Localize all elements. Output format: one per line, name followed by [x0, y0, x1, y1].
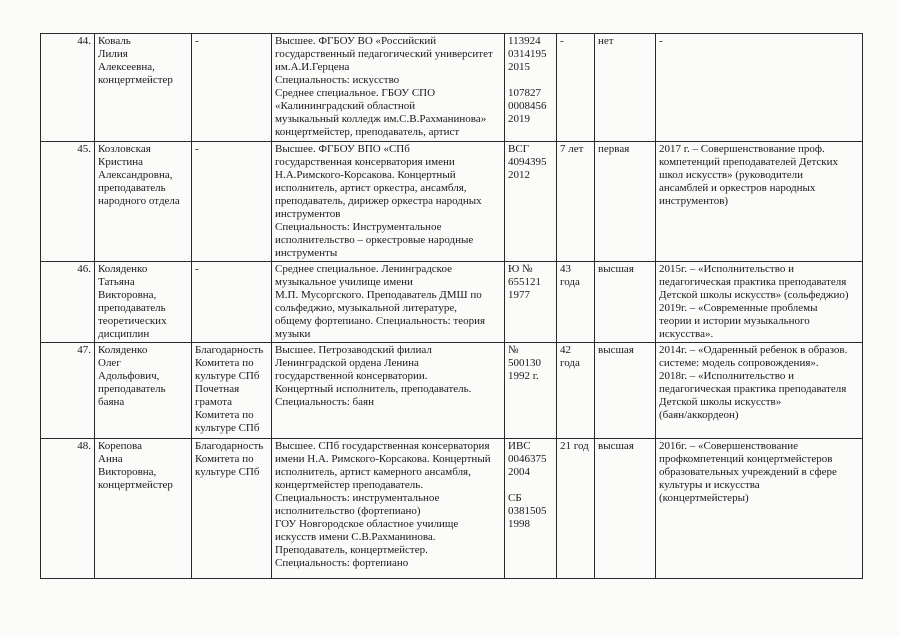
employee-name-line: Коляденко — [98, 263, 148, 275]
employee-name-line: преподаватель — [98, 182, 166, 194]
employee-education-line: музыкальный колледж им.С.В.Рахманинова» — [275, 113, 487, 125]
employee-education-line: Специальность: баян — [275, 396, 374, 408]
employee-awards-line: культуре СПб — [195, 466, 260, 478]
employee-awards-line: Почетная — [195, 383, 240, 395]
employee-awards-line: культуре СПб — [195, 370, 260, 382]
employee-name-line: Козловская — [98, 143, 151, 155]
employee-education-line: исполнитель, артист камерного ансамбля, — [275, 466, 471, 478]
employee-awards-cell — [192, 343, 272, 439]
employee-awards-cell — [192, 439, 272, 579]
employee-name-line: преподаватель — [98, 383, 166, 395]
employee-name-line: Кристина — [98, 156, 144, 168]
work-experience-line: - — [560, 35, 564, 47]
diploma-number-line: 0008456 — [508, 100, 547, 112]
diploma-number-line: 1992 г. — [508, 370, 539, 382]
qualification-category-cell — [595, 343, 656, 439]
diploma-number-line: 0381505 — [508, 505, 547, 517]
work-experience-line: 42 — [560, 344, 571, 356]
employee-education-line: инструментов — [275, 208, 341, 220]
row-number-cell — [41, 343, 95, 439]
work-experience-cell — [557, 142, 595, 262]
row-number-cell — [41, 34, 95, 142]
employee-education-line: ГОУ Новгородское областное училище — [275, 518, 459, 530]
professional-training-line: культуры и искусства — [659, 479, 760, 491]
employee-education-line: Среднее специальное. ГБОУ СПО — [275, 87, 436, 99]
staff-table-body — [41, 34, 863, 579]
employee-awards-line: грамота — [195, 396, 233, 408]
employee-education-line: преподаватель, дирижер оркестра народных — [275, 195, 482, 207]
employee-education-line: сольфеджио, музыкальной литературе, — [275, 302, 458, 314]
diploma-number-line: ВСГ — [508, 143, 530, 155]
employee-name-line: Адольфович, — [98, 370, 160, 382]
diploma-number-line — [508, 74, 553, 87]
employee-name-line: преподаватель — [98, 302, 166, 314]
employee-education-line: имени Н.А. Римского-Корсакова. Концертный — [275, 453, 491, 465]
employee-education-line: М.П. Мусоргского. Преподаватель ДМШ по — [275, 289, 482, 301]
employee-awards-line: Комитета по — [195, 357, 254, 369]
professional-training-cell — [656, 262, 863, 343]
employee-name-line: Олег — [98, 357, 121, 369]
diploma-number-cell — [505, 439, 557, 579]
employee-education-line: исполнительство (фортепиано) — [275, 505, 421, 517]
diploma-number-line — [508, 479, 553, 492]
diploma-number-cell — [505, 343, 557, 439]
qualification-category-cell — [595, 262, 656, 343]
diploma-number-line: 655121 — [508, 276, 541, 288]
employee-education-line: Специальность: инструментальное — [275, 492, 440, 504]
employee-education-line: Специальность: Инструментальное — [275, 221, 442, 233]
employee-education-line: концертмейстер, преподаватель, артист — [275, 126, 460, 138]
professional-training-cell — [656, 34, 863, 142]
employee-education-line: Концертный исполнитель, преподаватель. — [275, 383, 472, 395]
employee-name-line: Викторовна, — [98, 289, 157, 301]
work-experience-cell — [557, 343, 595, 439]
row-number: 46. — [77, 263, 91, 275]
work-experience-cell — [557, 439, 595, 579]
employee-name-line: баяна — [98, 396, 125, 408]
employee-education-line: Высшее. Петрозаводский филиал — [275, 344, 432, 356]
diploma-number-line: ИВС — [508, 440, 531, 452]
professional-training-line: педагогическая практика преподавателя — [659, 383, 847, 395]
professional-training-line: системе: модель сопровождения». — [659, 357, 819, 369]
employee-name-cell — [95, 34, 192, 142]
qualification-category-line: первая — [598, 143, 630, 155]
professional-training-line: (баян/аккордеон) — [659, 409, 739, 421]
employee-education-line: общему фортепиано. Специальность: теория — [275, 315, 486, 327]
diploma-number-line: 2012 — [508, 169, 530, 181]
table-row — [41, 262, 863, 343]
employee-awards-line: Благодарность — [195, 344, 264, 356]
employee-education-line: Специальность: фортепиано — [275, 557, 409, 569]
employee-name-line: Викторовна, — [98, 466, 157, 478]
employee-education-line: исполнительство – оркестровые народные — [275, 234, 474, 246]
qualification-category-line: нет — [598, 35, 614, 47]
diploma-number-line: 1998 — [508, 518, 530, 530]
professional-training-cell — [656, 343, 863, 439]
professional-training-line: Детской школы искусств» — [659, 396, 782, 408]
professional-training-line: 2014г. – «Одаренный ребенок в образов. — [659, 344, 848, 356]
professional-training-line: - — [659, 35, 663, 47]
work-experience-cell — [557, 34, 595, 142]
employee-education-cell — [272, 343, 505, 439]
employee-awards-line: Благодарность — [195, 440, 264, 452]
diploma-number-line: 113924 — [508, 35, 541, 47]
employee-name-line: Коляденко — [98, 344, 148, 356]
employee-name-line: Александровна, — [98, 169, 173, 181]
qualification-category-cell — [595, 142, 656, 262]
qualification-category-cell — [595, 439, 656, 579]
employee-education-line: Среднее специальное. Ленинградское — [275, 263, 452, 275]
employee-education-line: Н.А.Римского-Корсакова. Концертный — [275, 169, 456, 181]
employee-name-cell — [95, 439, 192, 579]
diploma-number-line: СБ — [508, 492, 522, 504]
employee-awards-line: культуре СПб — [195, 422, 260, 434]
row-number-cell — [41, 142, 95, 262]
work-experience-cell — [557, 262, 595, 343]
employee-education-line: концертмейстер преподаватель. — [275, 479, 424, 491]
diploma-number-line: 107827 — [508, 87, 541, 99]
diploma-number-line: 0314195 — [508, 48, 547, 60]
table-row — [41, 439, 863, 579]
professional-training-cell — [656, 439, 863, 579]
table-row — [41, 343, 863, 439]
row-number: 44. — [77, 35, 91, 47]
employee-awards-line: - — [195, 143, 199, 155]
employee-awards-line: - — [195, 35, 199, 47]
professional-training-line: Детской школы искусств» (сольфеджио) — [659, 289, 849, 301]
row-number: 45. — [77, 143, 91, 155]
professional-training-line: 2017 г. – Совершенствование проф. — [659, 143, 825, 155]
employee-name-line: теоретических — [98, 315, 167, 327]
employee-education-line: инструменты — [275, 247, 338, 259]
row-number-cell — [41, 262, 95, 343]
work-experience-line: года — [560, 276, 580, 288]
employee-education-line: государственной консерватории. — [275, 370, 428, 382]
diploma-number-cell — [505, 142, 557, 262]
qualification-category-line: высшая — [598, 440, 634, 452]
qualification-category-cell — [595, 34, 656, 142]
employee-education-cell — [272, 142, 505, 262]
employee-education-line: им.А.И.Герцена — [275, 61, 350, 73]
employee-name-line: концертмейстер — [98, 479, 173, 491]
professional-training-line: 2019г. – «Современные проблемы — [659, 302, 818, 314]
diploma-number-line: 1977 — [508, 289, 530, 301]
row-number: 47. — [77, 344, 91, 356]
diploma-number-line: № — [508, 344, 519, 356]
professional-training-line: (концертмейстеры) — [659, 492, 749, 504]
diploma-number-cell — [505, 262, 557, 343]
professional-training-line: 2016г. – «Совершенствование — [659, 440, 799, 452]
professional-training-line: компетенций преподавателей Детских — [659, 156, 839, 168]
qualification-category-line: высшая — [598, 263, 634, 275]
employee-awards-line: Комитета по — [195, 409, 254, 421]
employee-name-cell — [95, 262, 192, 343]
diploma-number-line: 2004 — [508, 466, 530, 478]
employee-education-line: искусств имени С.В.Рахманинова. — [275, 531, 436, 543]
employee-name-line: дисциплин — [98, 328, 150, 340]
professional-training-line: искусства». — [659, 328, 714, 340]
employee-name-line: концертмейстер — [98, 74, 173, 86]
employee-education-line: Высшее. ФГБОУ ВПО «СПб — [275, 143, 410, 155]
employee-education-line: Специальность: искусство — [275, 74, 400, 86]
employee-name-line: Алексеевна, — [98, 61, 155, 73]
employee-education-cell — [272, 439, 505, 579]
employee-education-cell — [272, 262, 505, 343]
row-number: 48. — [77, 440, 91, 452]
row-number-cell — [41, 439, 95, 579]
employee-name-cell — [95, 142, 192, 262]
employee-education-line: государственная консерватория имени — [275, 156, 455, 168]
employee-awards-line: - — [195, 263, 199, 275]
qualification-category-line: высшая — [598, 344, 634, 356]
table-row — [41, 34, 863, 142]
work-experience-line: 7 лет — [560, 143, 584, 155]
diploma-number-line: 2019 — [508, 113, 530, 125]
employee-education-line: исполнитель, артист оркестра, ансамбля, — [275, 182, 467, 194]
employee-education-line: «Калининградский областной — [275, 100, 416, 112]
professional-training-line: теории и истории музыкального — [659, 315, 810, 327]
employee-name-line: народного отдела — [98, 195, 180, 207]
diploma-number-line: 0046375 — [508, 453, 547, 465]
diploma-number-line: Ю № — [508, 263, 533, 275]
employee-awards-cell — [192, 142, 272, 262]
staff-table — [40, 33, 863, 579]
diploma-number-line: 4094395 — [508, 156, 547, 168]
professional-training-line: школ искусств» (руководители — [659, 169, 803, 181]
professional-training-line: профкомпетенций концертмейстеров — [659, 453, 833, 465]
work-experience-line: года — [560, 357, 580, 369]
work-experience-line: 43 — [560, 263, 571, 275]
employee-education-cell — [272, 34, 505, 142]
employee-name-line: Лилия — [98, 48, 128, 60]
employee-education-line: Высшее. СПб государственная консерватория — [275, 440, 490, 452]
employee-education-line: Ленинградской ордена Ленина — [275, 357, 419, 369]
employee-name-line: Коваль — [98, 35, 131, 47]
employee-name-cell — [95, 343, 192, 439]
employee-education-line: Высшее. ФГБОУ ВО «Российский — [275, 35, 437, 47]
employee-awards-line: Комитета по — [195, 453, 254, 465]
diploma-number-cell — [505, 34, 557, 142]
employee-name-line: Татьяна — [98, 276, 135, 288]
professional-training-line: инструментов) — [659, 195, 729, 207]
professional-training-line: 2018г. – «Исполнительство и — [659, 370, 794, 382]
employee-awards-cell — [192, 34, 272, 142]
professional-training-line: ансамблей и оркестров народных — [659, 182, 816, 194]
professional-training-line: образовательных учреждений в сфере — [659, 466, 837, 478]
professional-training-cell — [656, 142, 863, 262]
diploma-number-line: 500130 — [508, 357, 541, 369]
professional-training-line: педагогическая практика преподавателя — [659, 276, 847, 288]
work-experience-line: 21 год — [560, 440, 589, 452]
employee-awards-cell — [192, 262, 272, 343]
employee-education-line: музыки — [275, 328, 311, 340]
employee-education-line: музыкальное училище имени — [275, 276, 413, 288]
employee-name-line: Корепова — [98, 440, 142, 452]
employee-name-line: Анна — [98, 453, 123, 465]
table-row — [41, 142, 863, 262]
diploma-number-line: 2015 — [508, 61, 530, 73]
professional-training-line: 2015г. – «Исполнительство и — [659, 263, 794, 275]
employee-education-line: государственный педагогический университет — [275, 48, 493, 60]
employee-education-line: Преподаватель, концертмейстер. — [275, 544, 428, 556]
